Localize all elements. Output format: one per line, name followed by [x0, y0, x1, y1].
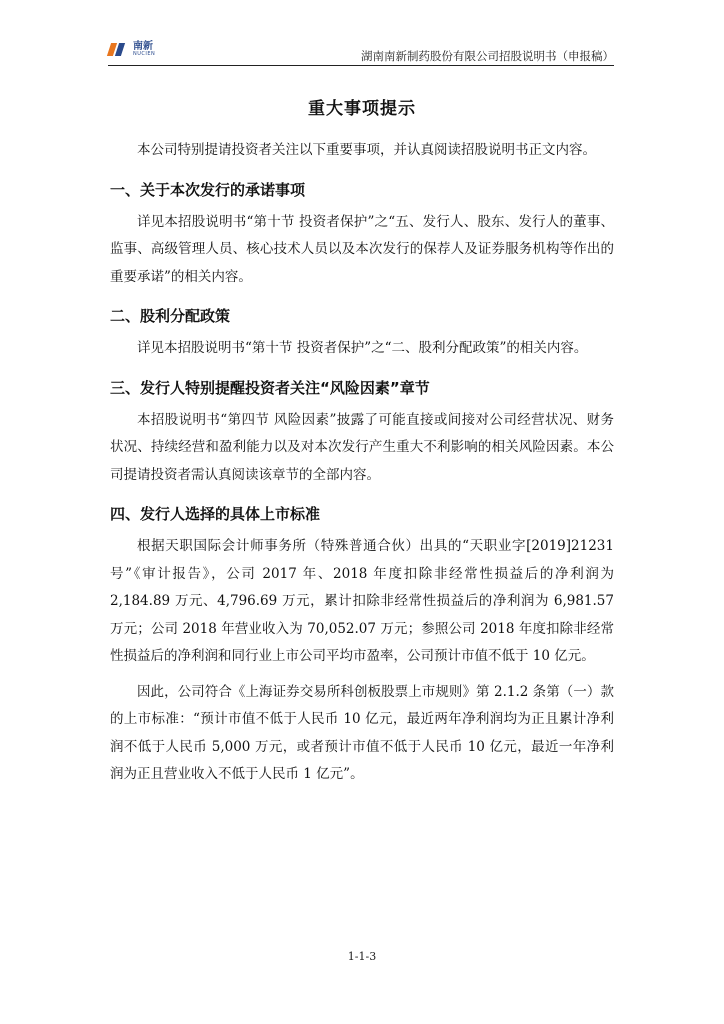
section-heading-2: 二、股利分配政策 — [110, 307, 231, 325]
page-number: 1-1-3 — [347, 950, 377, 963]
page-title: 重大事项提示 — [308, 99, 416, 119]
section-heading-3: 三、发行人特别提醒投资者关注“风险因素”章节 — [110, 378, 430, 397]
section-4-paragraph-2: 因此，公司符合《上海证券交易所科创板股票上市规则》第 2.1.2 条第（一）款的上市标准：“预计市值不低于人民币 10 亿元，最近两年净利润均为正且累计净利润不低于人民币 5,000 万元，或者预计市值不低于人民币 10 亿元，最近一年净利润为正且营业收入不低于人民币 1 亿元”。 — [110, 683, 614, 782]
page-body — [110, 94, 614, 791]
section-heading-1: 一、关于本次发行的承诺事项 — [110, 180, 306, 199]
intro-paragraph: 本公司特别提请投资者关注以下重要事项，并认真阅读招股说明书正文内容。 — [137, 142, 596, 158]
logo-mark-icon — [108, 40, 130, 58]
section-2-paragraph: 详见本招股说明书“第十节 投资者保护”之“二、股利分配政策”的相关内容。 — [137, 340, 588, 356]
document-title: 湖南南新制药股份有限公司招股说明书（申报稿） — [361, 49, 614, 63]
header-divider — [108, 65, 614, 66]
page-header — [108, 38, 614, 68]
section-4-paragraph-1: 根据天职国际会计师事务所（特殊普通合伙）出具的“天职业字[2019]21231号”《审计报告》，公司 2017 年、2018 年度扣除非经常性损益后的净利润为2,184.89 万元、4,796.69 万元，累计扣除非经常性损益后的净利润为 6,981.57 万元；公司 2018 年营业收入为 70,052.07 万元；参照公司 2018 年度扣除非经常性损益后的净利润和同行业上市公司平均市盈率，公司预计市值不低于 10 亿元。 — [110, 538, 614, 664]
section-heading-4: 四、发行人选择的具体上市标准 — [110, 505, 321, 523]
section-3-paragraph: 本招股说明书“第四节 风险因素”披露了可能直接或间接对公司经营状况、财务状况、持续经营和盈利能力以及对本次发行产生重大不利影响的相关风险因素。本公司提请投资者需认真阅读该章节的全部内容。 — [110, 411, 614, 483]
logo-text-cn: 南新 — [133, 40, 153, 52]
logo-text-en: NUCIEN — [133, 50, 156, 57]
company-logo — [108, 40, 155, 58]
section-1-paragraph: 详见本招股说明书“第十节 投资者保护”之“五、发行人、股东、发行人的董事、监事、高级管理人员、核心技术人员以及本次发行的保荐人及证券服务机构等作出的重要承诺”的相关内容。 — [110, 213, 614, 285]
